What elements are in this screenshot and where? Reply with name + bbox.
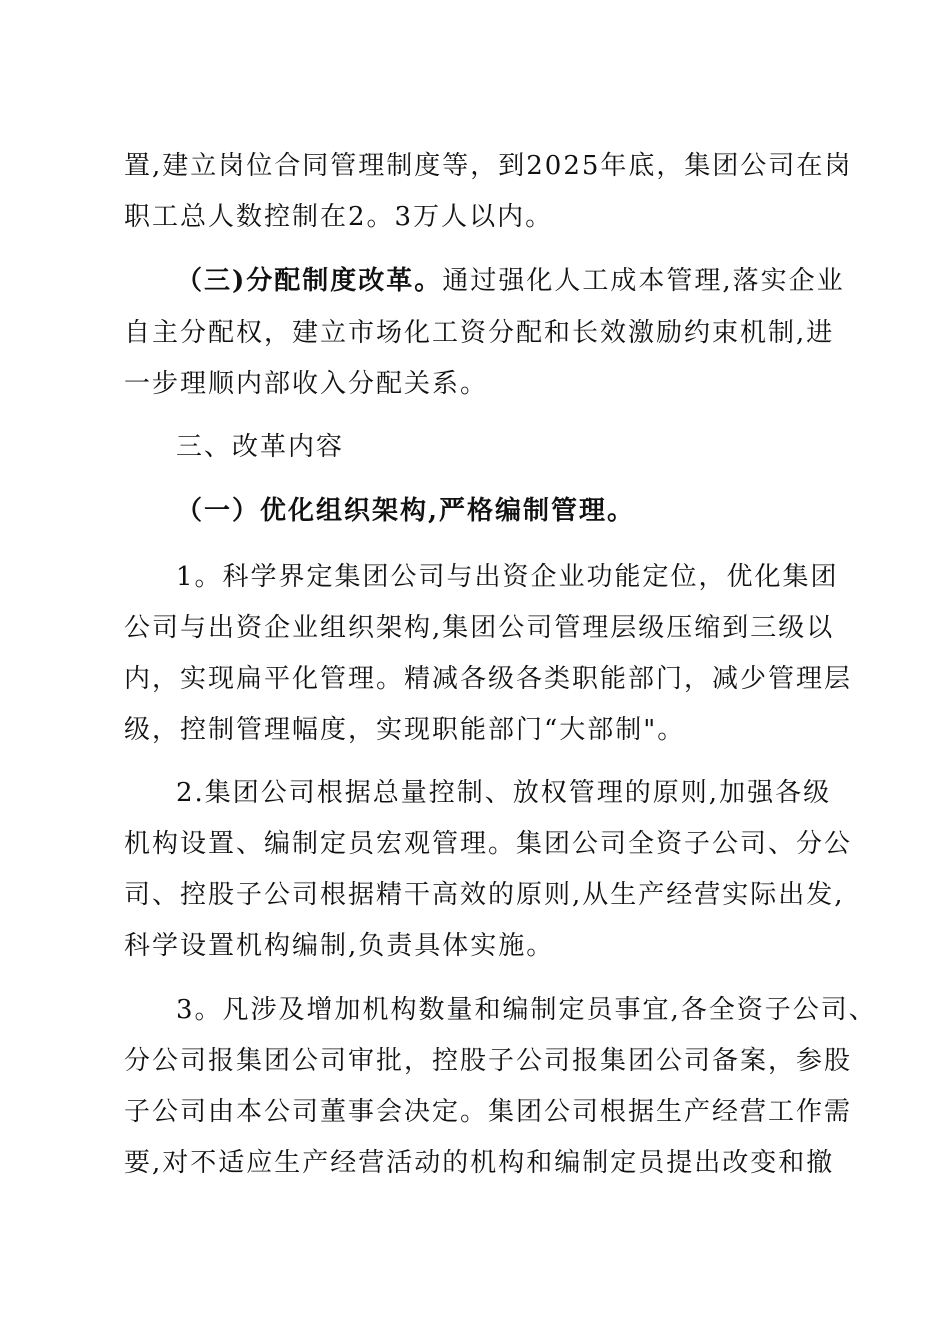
paragraph-line: 1。科学界定集团公司与出资企业功能定位，优化集团 <box>176 562 839 592</box>
paragraph-line: 级，控制管理幅度，实现职能部门“大部制"。 <box>124 715 686 745</box>
paragraph-text: 通过强化人工成本管理,落实企业 <box>442 266 845 296</box>
section-heading-distribution-reform: （三)分配制度改革。 <box>176 266 443 296</box>
section-paragraph-3 <box>176 264 844 298</box>
chapter-heading: 三、改革内容 <box>176 432 345 462</box>
paragraph-line: 置,建立岗位合同管理制度等，到2025年底，集团公司在岗 <box>124 151 853 181</box>
paragraph-line: 职工总人数控制在2。3万人以内。 <box>124 202 554 232</box>
paragraph-line: 要,对不适应生产经营活动的机构和编制定员提出改变和撤 <box>124 1148 835 1178</box>
paragraph-line: 公司与出资企业组织架构,集团公司管理层级压缩到三级以 <box>124 613 835 643</box>
paragraph-line: 机构设置、编制定员宏观管理。集团公司全资子公司、分公 <box>124 829 853 859</box>
paragraph-line: 2.集团公司根据总量控制、放权管理的原则,加强各级 <box>176 778 832 808</box>
paragraph-line: 子公司由本公司董事会决定。集团公司根据生产经营工作需 <box>124 1097 853 1127</box>
subsection-heading: （一）优化组织架构,严格编制管理。 <box>176 496 636 526</box>
paragraph-line: 3。凡涉及增加机构数量和编制定员事宜,各全资子公司、 <box>176 995 877 1025</box>
paragraph-line: 分公司报集团公司审批，控股子公司报集团公司备案，参股 <box>124 1046 853 1076</box>
paragraph-line: 自主分配权，建立市场化工资分配和长效激励约束机制,进 <box>124 318 835 348</box>
paragraph-line: 司、控股子公司根据精干高效的原则,从生产经营实际出发, <box>124 880 845 910</box>
paragraph-line: 内，实现扁平化管理。精减各级各类职能部门，减少管理层 <box>124 664 853 694</box>
paragraph-line: 科学设置机构编制,负责具体实施。 <box>124 931 555 961</box>
paragraph-line: 一步理顺内部收入分配关系。 <box>124 369 489 399</box>
